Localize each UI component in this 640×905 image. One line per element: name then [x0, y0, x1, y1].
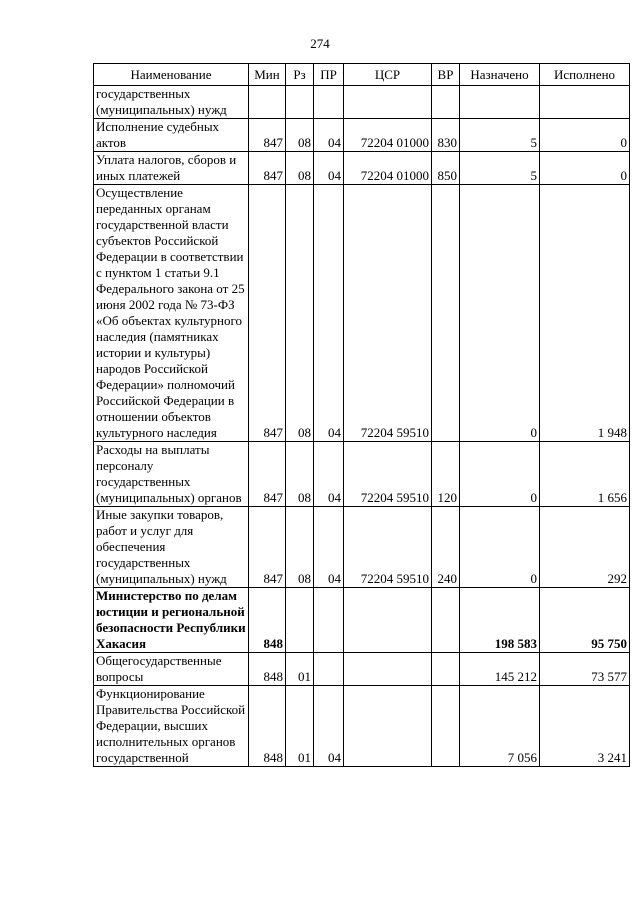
cell-executed: 1 656 — [540, 442, 630, 507]
cell-vr — [432, 686, 460, 767]
cell-vr: 850 — [432, 152, 460, 185]
header-executed: Исполнено — [540, 64, 630, 86]
header-pr: ПР — [314, 64, 344, 86]
cell-assigned: 145 212 — [460, 653, 540, 686]
cell-min: 847 — [249, 442, 286, 507]
cell-rz — [286, 86, 314, 119]
cell-executed: 0 — [540, 119, 630, 152]
cell-name: Иные закупки товаров, работ и услуг для обеспечения государственных (муниципальных) нужд — [94, 507, 249, 588]
cell-pr: 04 — [314, 507, 344, 588]
cell-pr — [314, 653, 344, 686]
header-csr: ЦСР — [344, 64, 432, 86]
cell-executed — [540, 86, 630, 119]
cell-rz: 08 — [286, 442, 314, 507]
cell-vr — [432, 185, 460, 442]
cell-rz: 08 — [286, 507, 314, 588]
cell-name: Уплата налогов, сборов и иных платежей — [94, 152, 249, 185]
cell-rz: 08 — [286, 119, 314, 152]
header-min: Мин — [249, 64, 286, 86]
cell-min: 847 — [249, 507, 286, 588]
cell-min — [249, 86, 286, 119]
cell-assigned: 0 — [460, 185, 540, 442]
header-rz: Рз — [286, 64, 314, 86]
table-row — [94, 686, 630, 767]
cell-csr — [344, 86, 432, 119]
cell-vr — [432, 86, 460, 119]
cell-min: 848 — [249, 653, 286, 686]
table-row — [94, 507, 630, 588]
cell-pr: 04 — [314, 442, 344, 507]
cell-vr: 120 — [432, 442, 460, 507]
cell-min: 847 — [249, 152, 286, 185]
cell-assigned: 7 056 — [460, 686, 540, 767]
cell-name: Функционирование Правительства Российской Федерации, высших исполнительных органов государственной — [94, 686, 249, 767]
header-name: Наименование — [94, 64, 249, 86]
table-row — [94, 185, 630, 442]
header-vr: ВР — [432, 64, 460, 86]
cell-csr — [344, 686, 432, 767]
cell-executed: 95 750 — [540, 588, 630, 653]
cell-executed: 73 577 — [540, 653, 630, 686]
cell-csr: 72204 01000 — [344, 119, 432, 152]
cell-vr: 830 — [432, 119, 460, 152]
table-row — [94, 442, 630, 507]
cell-assigned — [460, 86, 540, 119]
cell-assigned: 0 — [460, 442, 540, 507]
cell-assigned: 0 — [460, 507, 540, 588]
cell-csr: 72204 59510 — [344, 442, 432, 507]
cell-rz: 08 — [286, 152, 314, 185]
cell-csr — [344, 588, 432, 653]
cell-name: Расходы на выплаты персоналу государственных (муниципальных) органов — [94, 442, 249, 507]
cell-name: Осуществление переданных органам государственной власти субъектов Российской Федерации в соответствии с пунктом 1 статьи 9.1 Федерального закона от 25 июня 2002 года № 73-ФЗ «Об объектах культурного наследия (памятниках истории и культуры) народов Российской Федерации» полномочий Российской Федерации в отношении объектов культурного наследия — [94, 185, 249, 442]
cell-pr: 04 — [314, 119, 344, 152]
cell-csr: 72204 01000 — [344, 152, 432, 185]
cell-name: Министерство по делам юстиции и региональной безопасности Республики Хакасия — [94, 588, 249, 653]
table-row — [94, 119, 630, 152]
cell-name: государственных (муниципальных) нужд — [94, 86, 249, 119]
cell-min: 847 — [249, 119, 286, 152]
cell-assigned: 198 583 — [460, 588, 540, 653]
cell-pr: 04 — [314, 185, 344, 442]
cell-min: 848 — [249, 588, 286, 653]
cell-csr: 72204 59510 — [344, 185, 432, 442]
cell-assigned: 5 — [460, 152, 540, 185]
cell-vr — [432, 588, 460, 653]
header-assigned: Назначено — [460, 64, 540, 86]
cell-rz: 01 — [286, 686, 314, 767]
budget-table — [93, 63, 630, 767]
cell-csr: 72204 59510 — [344, 507, 432, 588]
cell-rz: 08 — [286, 185, 314, 442]
cell-name: Общегосударственные вопросы — [94, 653, 249, 686]
table-row — [94, 152, 630, 185]
page-number: 274 — [310, 36, 330, 51]
cell-executed: 292 — [540, 507, 630, 588]
cell-pr — [314, 588, 344, 653]
cell-pr: 04 — [314, 152, 344, 185]
table-row — [94, 588, 630, 653]
table-row — [94, 653, 630, 686]
cell-name: Исполнение судебных актов — [94, 119, 249, 152]
cell-csr — [344, 653, 432, 686]
table-header-row — [94, 64, 630, 86]
cell-executed: 3 241 — [540, 686, 630, 767]
cell-rz — [286, 588, 314, 653]
cell-min: 848 — [249, 686, 286, 767]
cell-assigned: 5 — [460, 119, 540, 152]
cell-executed: 0 — [540, 152, 630, 185]
cell-pr: 04 — [314, 686, 344, 767]
cell-vr: 240 — [432, 507, 460, 588]
cell-executed: 1 948 — [540, 185, 630, 442]
table-row — [94, 86, 630, 119]
cell-min: 847 — [249, 185, 286, 442]
cell-pr — [314, 86, 344, 119]
cell-rz: 01 — [286, 653, 314, 686]
cell-vr — [432, 653, 460, 686]
